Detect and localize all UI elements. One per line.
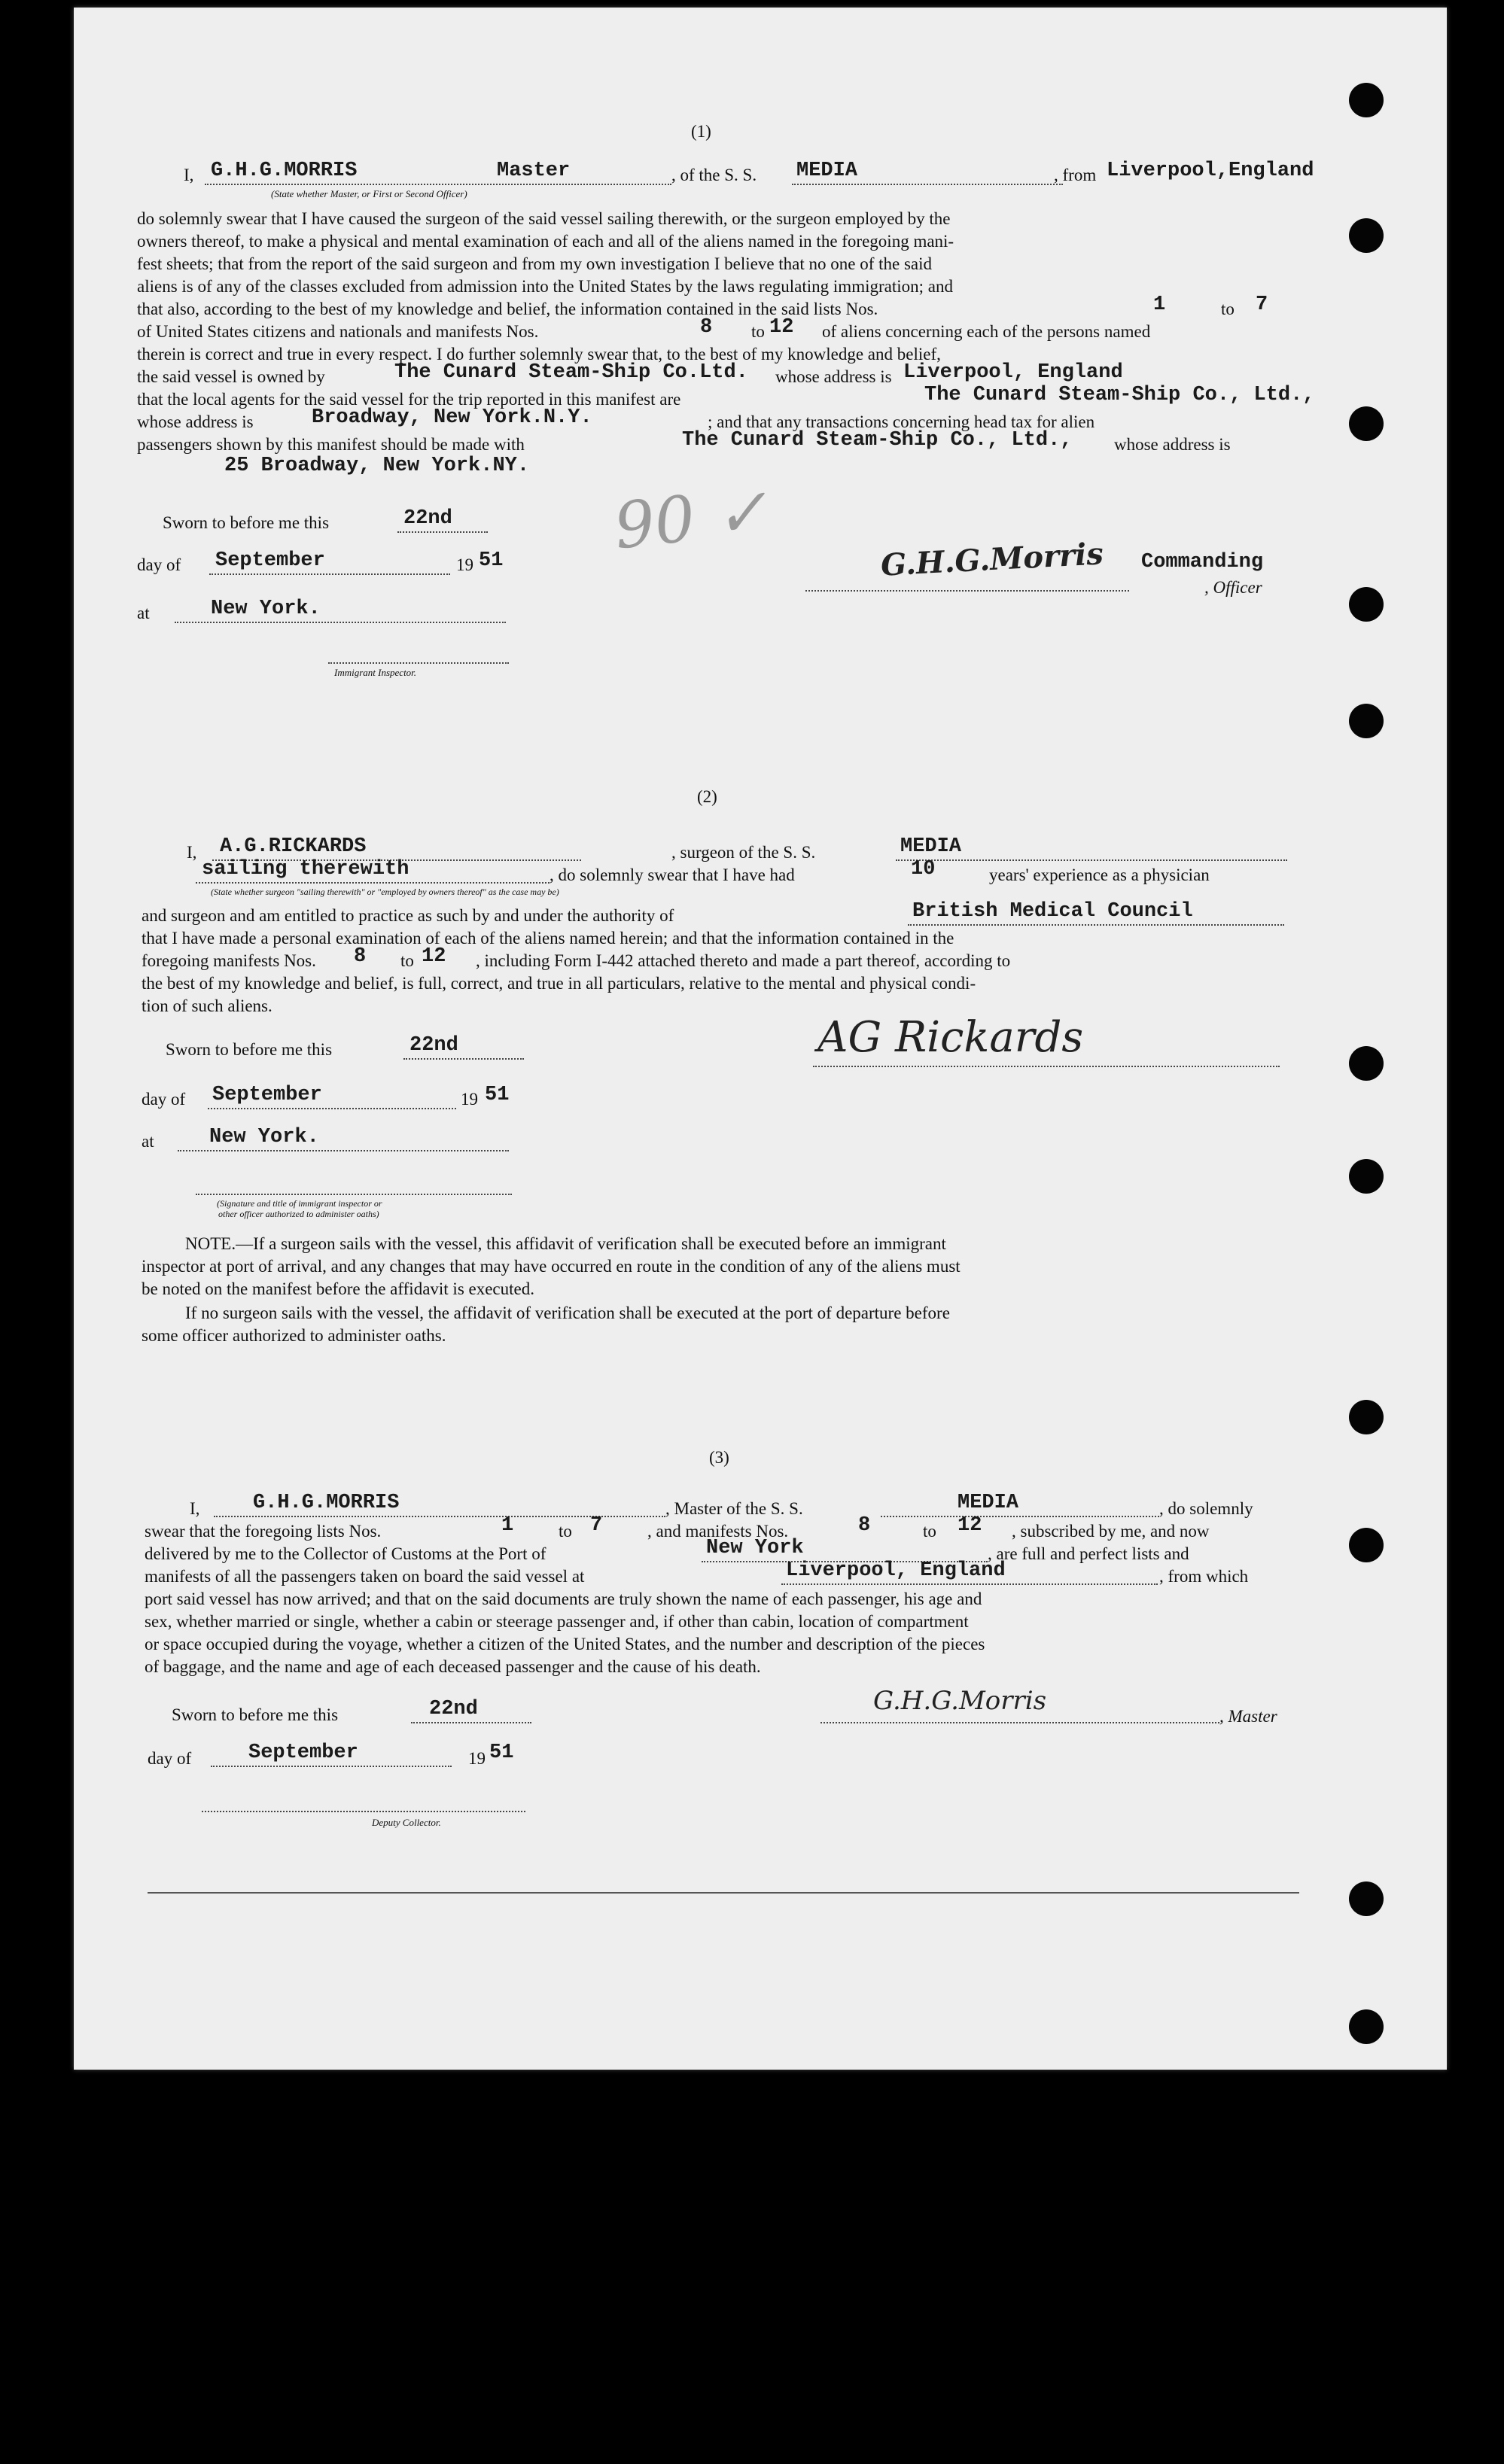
sworn-label: Sworn to before me this bbox=[166, 1040, 333, 1059]
year-prefix: 19 bbox=[456, 555, 473, 574]
fill-line bbox=[328, 662, 509, 664]
year-prefix: 19 bbox=[468, 1749, 486, 1768]
sworn-day: 22nd bbox=[409, 1034, 458, 1057]
binder-hole bbox=[1349, 1400, 1384, 1434]
sworn-label: Sworn to before me this bbox=[163, 513, 330, 532]
lists-to: 7 bbox=[1256, 294, 1268, 316]
year: 51 bbox=[489, 1742, 514, 1764]
fill-line bbox=[896, 859, 1287, 861]
master-name: G.H.G.MORRIS bbox=[253, 1492, 400, 1514]
fill-line bbox=[178, 1150, 509, 1151]
manifests-to: 12 bbox=[769, 316, 794, 339]
i-label: I, bbox=[187, 843, 197, 862]
authority-label: and surgeon and am entitled to practice as such by and under the authority of bbox=[142, 906, 674, 925]
manifests-label: , and manifests Nos. bbox=[647, 1522, 789, 1541]
master-label: , Master of the S. S. bbox=[665, 1499, 803, 1518]
binder-hole bbox=[1349, 1528, 1384, 1562]
i-label: I, bbox=[190, 1499, 200, 1518]
officer-label: , Officer bbox=[1204, 578, 1262, 597]
port-label: delivered by me to the Collector of Customs at the Port of bbox=[145, 1544, 546, 1563]
fill-line bbox=[821, 1722, 1219, 1723]
section-number: (3) bbox=[709, 1448, 729, 1467]
inspector-caption: Immigrant Inspector. bbox=[334, 667, 417, 678]
para-line: therein is correct and true in every respect. I do further solemnly swear that, to the best of my knowledge and belief, bbox=[137, 345, 941, 364]
agent-address: Broadway, New York.N.Y. bbox=[312, 406, 592, 429]
inspector-caption: (Signature and title of immigrant inspector or bbox=[217, 1198, 382, 1209]
para-line: or space occupied during the voyage, whether a citizen of the United States, and the number and description of the pieces bbox=[145, 1635, 985, 1653]
note-line: NOTE.—If a surgeon sails with the vessel, this affidavit of verification shall be executed before an immigrant bbox=[185, 1234, 946, 1253]
at-label: at bbox=[137, 604, 150, 622]
agent-tail: ; and that any transactions concerning head tax for alien bbox=[708, 412, 1095, 431]
surgeon-status: sailing therewith bbox=[202, 858, 409, 881]
note-line: inspector at port of arrival, and any changes that may have occurred en route in the condition of any of the aliens must bbox=[142, 1257, 961, 1276]
para-line: of United States citizens and nationals and manifests Nos. bbox=[137, 322, 539, 341]
authority: British Medical Council bbox=[912, 900, 1193, 923]
para-line: passengers shown by this manifest should be made with bbox=[137, 435, 525, 454]
fill-line bbox=[208, 1108, 456, 1109]
boarded-at: Liverpool, England bbox=[786, 1559, 1006, 1582]
para-line: of baggage, and the name and age of each deceased passenger and the cause of his death. bbox=[145, 1657, 761, 1676]
manifests-from: 8 bbox=[700, 316, 713, 339]
master-name: G.H.G.MORRIS bbox=[211, 160, 358, 182]
lists-to: 7 bbox=[590, 1514, 603, 1537]
para-line: tion of such aliens. bbox=[142, 996, 272, 1015]
fill-line bbox=[397, 531, 488, 533]
para-line: sex, whether married or single, whether a cabin or steerage passenger and, if other than cabin, location of compartment bbox=[145, 1612, 969, 1631]
day-of-label: day of bbox=[148, 1749, 192, 1768]
year: 51 bbox=[479, 549, 504, 572]
ship-name: MEDIA bbox=[796, 160, 858, 182]
boarded-tail: , from which bbox=[1159, 1567, 1249, 1586]
master-signature: G.H.G.Morris bbox=[879, 536, 1104, 583]
surgeon-signature: AG Rickards bbox=[817, 1013, 1084, 1062]
port: New York bbox=[706, 1537, 804, 1559]
fill-line bbox=[205, 184, 671, 185]
month: September bbox=[248, 1742, 358, 1764]
binder-hole bbox=[1349, 704, 1384, 738]
para-line: the best of my knowledge and belief, is full, correct, and true in all particulars, relative to the mental and physical condi- bbox=[142, 974, 976, 993]
at-place: New York. bbox=[211, 598, 321, 620]
fill-line bbox=[211, 1766, 452, 1767]
fill-line bbox=[411, 1722, 531, 1723]
para-line: whose address is bbox=[137, 412, 254, 431]
tax-with: The Cunard Steam-Ship Co., Ltd., bbox=[682, 429, 1073, 452]
swear-text: , do solemnly swear that I have had bbox=[550, 865, 795, 884]
swear-text: , do solemnly bbox=[1159, 1499, 1253, 1518]
owner-address-label: whose address is bbox=[775, 367, 892, 386]
fill-line bbox=[881, 1516, 1159, 1517]
marginal-annotation: 90 ✓ bbox=[610, 473, 772, 564]
fill-line bbox=[196, 882, 550, 884]
para-line: port said vessel has now arrived; and that on the said documents are truly shown the name of each passenger, his age and bbox=[145, 1589, 982, 1608]
fill-line bbox=[202, 1811, 525, 1812]
divider bbox=[148, 1892, 1299, 1894]
subscribed-text: , subscribed by me, and now bbox=[1012, 1522, 1210, 1541]
note-line: some officer authorized to administer oaths. bbox=[142, 1326, 446, 1345]
fill-line bbox=[792, 184, 1063, 185]
master-signature: G.H.G.Morris bbox=[873, 1686, 1047, 1716]
collector-caption: Deputy Collector. bbox=[372, 1817, 441, 1828]
fill-line bbox=[781, 1583, 1158, 1585]
surgeon-label: , surgeon of the S. S. bbox=[671, 843, 816, 862]
day-of-label: day of bbox=[142, 1090, 186, 1109]
ship-name: MEDIA bbox=[958, 1492, 1019, 1514]
binder-hole bbox=[1349, 1159, 1384, 1194]
manifests-tail: of aliens concerning each of the persons named bbox=[822, 322, 1151, 341]
tax-address-label: whose address is bbox=[1114, 435, 1231, 454]
section-number: (1) bbox=[691, 122, 711, 141]
binder-hole bbox=[1349, 406, 1384, 441]
of-ss-label: , of the S. S. bbox=[671, 166, 757, 184]
manifests-to: 12 bbox=[958, 1514, 982, 1537]
year-prefix: 19 bbox=[461, 1090, 478, 1109]
binder-hole bbox=[1349, 1046, 1384, 1081]
rank-caption: (State whether Master, or First or Second Officer) bbox=[271, 188, 467, 199]
i-label: I, bbox=[184, 166, 194, 184]
owner-address: Liverpool, England bbox=[903, 361, 1123, 384]
para-line: aliens is of any of the classes excluded from admission into the United States by the laws regulating immigration; and bbox=[137, 277, 953, 296]
to-label: to bbox=[923, 1522, 936, 1541]
section-number: (2) bbox=[697, 787, 717, 806]
from-label: , from bbox=[1054, 166, 1097, 184]
year: 51 bbox=[485, 1084, 510, 1106]
commanding-label: Commanding bbox=[1141, 551, 1264, 573]
manifests-tail: , including Form I-442 attached thereto and made a part thereof, according to bbox=[476, 951, 1011, 970]
sworn-day: 22nd bbox=[403, 507, 452, 530]
ship-name: MEDIA bbox=[900, 835, 962, 858]
para-line: the said vessel is owned by bbox=[137, 367, 325, 386]
manifests-to: 12 bbox=[422, 945, 446, 968]
at-place: New York. bbox=[209, 1126, 319, 1148]
agent: The Cunard Steam-Ship Co., Ltd., bbox=[924, 384, 1315, 406]
para-line: that the local agents for the said vessel for the trip reported in this manifest are bbox=[137, 390, 681, 409]
binder-hole bbox=[1349, 587, 1384, 622]
port-tail: , are full and perfect lists and bbox=[988, 1544, 1189, 1563]
to-label: to bbox=[400, 951, 414, 970]
from-place: Liverpool,England bbox=[1107, 160, 1314, 182]
to-label: to bbox=[559, 1522, 572, 1541]
month: September bbox=[215, 549, 325, 572]
para-line: owners thereof, to make a physical and mental examination of each and all of the aliens named in the foregoing mani- bbox=[137, 232, 954, 251]
binder-hole bbox=[1349, 2009, 1384, 2044]
day-of-label: day of bbox=[137, 555, 181, 574]
tax-address: 25 Broadway, New York.NY. bbox=[224, 455, 530, 477]
surgeon-name: A.G.RICKARDS bbox=[220, 835, 367, 858]
owner: The Cunard Steam-Ship Co.Ltd. bbox=[394, 361, 748, 384]
manifests-from: 8 bbox=[858, 1514, 871, 1537]
sworn-day: 22nd bbox=[429, 1698, 478, 1720]
manifests-label: foregoing manifests Nos. bbox=[142, 951, 316, 970]
fill-line bbox=[196, 1194, 512, 1195]
fill-line bbox=[908, 924, 1284, 926]
note-line: If no surgeon sails with the vessel, the affidavit of verification shall be executed at the port of departure before bbox=[185, 1303, 950, 1322]
note-line: be noted on the manifest before the affidavit is executed. bbox=[142, 1279, 534, 1298]
manifests-from: 8 bbox=[354, 945, 367, 968]
at-label: at bbox=[142, 1132, 154, 1151]
fill-line bbox=[813, 1066, 1280, 1067]
para-line: that also, according to the best of my knowledge and belief, the information contained in the said lists Nos. bbox=[137, 300, 878, 318]
to-label: to bbox=[1221, 300, 1235, 318]
para-line: do solemnly swear that I have caused the surgeon of the said vessel sailing therewith, or the surgeon employed by the bbox=[137, 209, 951, 228]
binder-hole bbox=[1349, 83, 1384, 117]
fill-line bbox=[805, 590, 1129, 592]
lists-from: 1 bbox=[1153, 294, 1166, 316]
para-line: fest sheets; that from the report of the said surgeon and from my own investigation I believe that no one of the said bbox=[137, 254, 933, 273]
binder-hole bbox=[1349, 1881, 1384, 1916]
fill-line bbox=[209, 573, 450, 575]
sworn-label: Sworn to before me this bbox=[172, 1705, 339, 1724]
inspector-caption: other officer authorized to administer oaths) bbox=[218, 1209, 379, 1219]
lists-from: 1 bbox=[501, 1514, 514, 1537]
master-title: , Master bbox=[1219, 1707, 1277, 1726]
rank: Master bbox=[497, 160, 571, 182]
to-label: to bbox=[751, 322, 765, 341]
para-line: that I have made a personal examination of each of the aliens named herein; and that the information contained in the bbox=[142, 929, 954, 948]
status-caption: (State whether surgeon "sailing therewith" or "employed by owners thereof" as the case may be) bbox=[211, 887, 559, 897]
month: September bbox=[212, 1084, 322, 1106]
fill-line bbox=[403, 1058, 524, 1060]
fill-line bbox=[175, 622, 506, 623]
lists-label: swear that the foregoing lists Nos. bbox=[145, 1522, 382, 1541]
binder-hole bbox=[1349, 218, 1384, 253]
years: 10 bbox=[911, 858, 936, 881]
boarded-label: manifests of all the passengers taken on board the said vessel at bbox=[145, 1567, 585, 1586]
years-tail: years' experience as a physician bbox=[989, 865, 1210, 884]
